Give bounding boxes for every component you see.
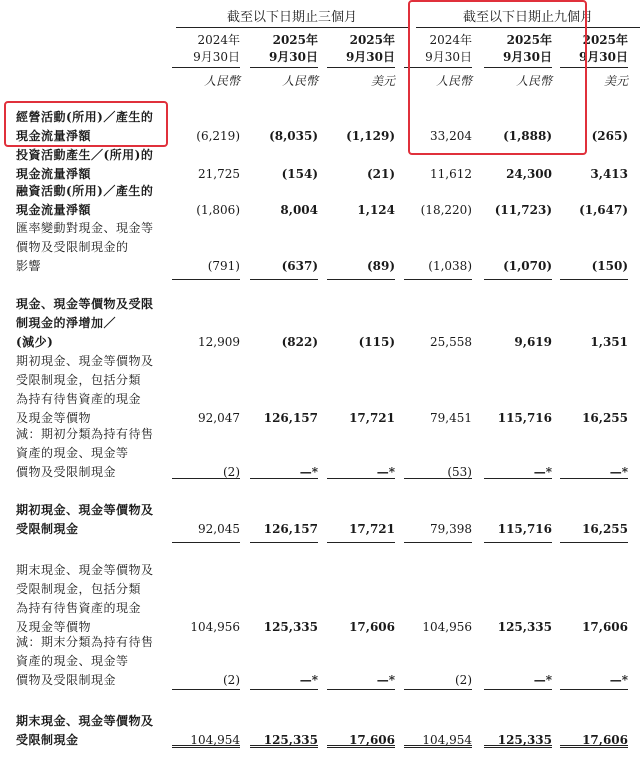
column-year-2: 2025年 [349,33,395,47]
subtotal-rule [404,478,472,479]
value-cell: 33,204 [430,129,472,143]
row-label-5 [16,352,174,428]
value-cell: 92,047 [198,411,240,425]
subtotal-rule [172,689,240,690]
value-cell: (11,723) [494,203,552,217]
value-cell: 104,956 [190,620,240,634]
subtotal-rule [327,689,395,690]
row-label-line: (減少) [16,335,54,349]
column-date-3: 9月30日 [425,50,472,64]
row-label-line: 受限制現金，包括分類 [16,373,142,387]
value-cell: 17,606 [349,733,395,747]
value-cell: (150) [591,259,628,273]
row-label-1 [16,146,174,184]
highlight-box-operating-row [4,101,168,147]
value-cell: 17,606 [582,620,628,634]
row-label-line: 期初現金、現金等價物及 [16,503,154,517]
value-cell: (2) [223,673,240,687]
subtotal-rule [327,279,395,280]
value-cell: 3,413 [590,167,628,181]
value-cell: —* [299,465,318,479]
row-label-9 [16,633,174,690]
value-cell: —* [609,673,628,687]
subtotal-rule [404,542,472,543]
subtotal-rule [404,689,472,690]
column-currency-1: 人民幣 [281,74,318,88]
value-cell: 17,721 [349,411,395,425]
row-label-line: 受限制現金 [16,522,79,536]
value-cell: 1,124 [357,203,395,217]
column-date-0: 9月30日 [193,50,240,64]
column-currency-2: 美元 [370,74,395,88]
value-cell: 92,045 [198,522,240,536]
value-cell: 17,606 [582,733,628,747]
value-cell: —* [533,465,552,479]
value-cell: 1,351 [590,335,628,349]
value-cell: (1,647) [579,203,628,217]
header-three-months-rule [176,27,408,28]
row-label-line: 制現金的淨增加／ [16,316,117,330]
column-currency-3: 人民幣 [435,74,472,88]
value-cell: 25,558 [430,335,472,349]
row-label-line: 融資活動(所用)／產生的 [16,184,154,198]
subtotal-rule [560,478,628,479]
column-date-1: 9月30日 [268,50,318,64]
subtotal-rule [172,478,240,479]
value-cell: (2) [455,673,472,687]
total-double-rule [560,745,628,748]
subtotal-rule [560,279,628,280]
value-cell: (637) [281,259,318,273]
column-date-5: 9月30日 [578,50,628,64]
row-label-line: 減：期初分類為持有待售 [16,427,154,441]
value-cell: 125,335 [497,620,552,634]
value-cell: 104,956 [422,620,472,634]
row-label-line: 投資活動產生／(所用)的 [16,148,154,162]
value-cell: 11,612 [430,167,472,181]
value-cell: 17,721 [349,522,395,536]
row-label-line: 期末現金、現金等價物及 [16,714,154,728]
value-cell: —* [299,673,318,687]
column-date-rule-0 [172,67,240,68]
row-label-4 [16,295,174,352]
column-year-5: 2025年 [582,33,628,47]
value-cell: (265) [591,129,628,143]
value-cell: 12,909 [198,335,240,349]
subtotal-rule [172,279,240,280]
column-currency-4: 人民幣 [515,74,552,88]
subtotal-rule [327,542,395,543]
column-date-rule-2 [327,67,395,68]
value-cell: —* [609,465,628,479]
total-double-rule [250,745,318,748]
row-label-line: 為持有待售資產的現金 [16,392,142,406]
header-nine-months: 截至以下日期止九個月 [462,10,593,25]
value-cell: (791) [207,259,240,273]
row-label-line: 及現金等價物 [16,411,92,425]
value-cell: 79,398 [430,522,472,536]
subtotal-rule [404,279,472,280]
value-cell: (154) [281,167,318,181]
row-label-line: 為持有待售資產的現金 [16,601,142,615]
value-cell: 17,606 [349,620,395,634]
subtotal-rule [172,542,240,543]
value-cell: (1,888) [503,129,552,143]
value-cell: 79,451 [430,411,472,425]
row-label-line: 價物及受限制現金 [16,673,117,687]
value-cell: 16,255 [582,522,628,536]
value-cell: 125,335 [497,733,552,747]
column-year-4: 2025年 [506,33,552,47]
subtotal-rule [250,542,318,543]
subtotal-rule [484,478,552,479]
value-cell: 125,335 [263,620,318,634]
row-label-2 [16,182,174,220]
value-cell: (6,219) [196,129,240,143]
subtotal-rule [560,689,628,690]
value-cell: (53) [447,465,472,479]
value-cell: 9,619 [514,335,552,349]
row-label-line: 價物及受限制現金 [16,465,117,479]
column-year-3: 2024年 [429,33,472,47]
value-cell: 104,954 [190,733,240,747]
value-cell: 115,716 [497,522,552,536]
value-cell: —* [376,673,395,687]
row-label-line: 現金流量淨額 [16,129,92,143]
value-cell: 126,157 [263,411,318,425]
value-cell: (115) [358,335,395,349]
subtotal-rule [250,689,318,690]
value-cell: —* [376,465,395,479]
subtotal-rule [327,478,395,479]
value-cell: (2) [223,465,240,479]
value-cell: —* [533,673,552,687]
value-cell: (1,070) [503,259,552,273]
row-label-line: 資產的現金、現金等 [16,446,129,460]
value-cell: 21,725 [198,167,240,181]
row-label-6 [16,425,174,482]
value-cell: 104,954 [422,733,472,747]
row-label-line: 受限制現金 [16,733,79,747]
row-label-10 [16,712,174,750]
row-label-line: 現金、現金等價物及受限 [16,297,154,311]
row-label-line: 現金流量淨額 [16,203,92,217]
value-cell: 24,300 [506,167,552,181]
value-cell: (1,129) [346,129,395,143]
row-label-3 [16,219,174,276]
row-label-7 [16,501,174,539]
column-currency-5: 美元 [603,74,628,88]
row-label-line: 資產的現金、現金等 [16,654,129,668]
subtotal-rule [484,279,552,280]
row-label-line: 減：期末分類為持有待售 [16,635,154,649]
column-year-1: 2025年 [272,33,318,47]
column-date-rule-1 [250,67,318,68]
value-cell: (1,806) [196,203,240,217]
row-label-line: 價物及受限制現金的 [16,240,129,254]
row-label-line: 影響 [16,259,42,273]
row-label-8 [16,561,174,637]
value-cell: 8,004 [280,203,318,217]
value-cell: 16,255 [582,411,628,425]
total-double-rule [172,745,240,748]
row-label-line: 現金流量淨額 [16,167,92,181]
total-double-rule [484,745,552,748]
value-cell: (21) [366,167,395,181]
column-date-4: 9月30日 [502,50,552,64]
header-three-months: 截至以下日期止三個月 [226,10,357,25]
row-label-line: 期初現金、現金等價物及 [16,354,154,368]
row-label-line: 匯率變動對現金、現金等 [16,221,154,235]
value-cell: (18,220) [420,203,472,217]
row-label-line: 期末現金、現金等價物及 [16,563,154,577]
value-cell: (8,035) [269,129,318,143]
highlight-box-nine-months [408,0,587,155]
subtotal-rule [560,542,628,543]
total-double-rule [404,745,472,748]
value-cell: 115,716 [497,411,552,425]
row-label-line: 受限制現金，包括分類 [16,582,142,596]
row-label-line: 及現金等價物 [16,620,92,634]
subtotal-rule [250,279,318,280]
value-cell: (1,038) [428,259,472,273]
value-cell: 125,335 [263,733,318,747]
subtotal-rule [484,542,552,543]
value-cell: 126,157 [263,522,318,536]
value-cell: (89) [366,259,395,273]
value-cell: (822) [281,335,318,349]
row-label-line: 經營活動(所用)／產生的 [16,110,154,124]
column-year-0: 2024年 [197,33,240,47]
subtotal-rule [484,689,552,690]
subtotal-rule [250,478,318,479]
total-double-rule [327,745,395,748]
column-currency-0: 人民幣 [203,74,240,88]
column-date-2: 9月30日 [345,50,395,64]
